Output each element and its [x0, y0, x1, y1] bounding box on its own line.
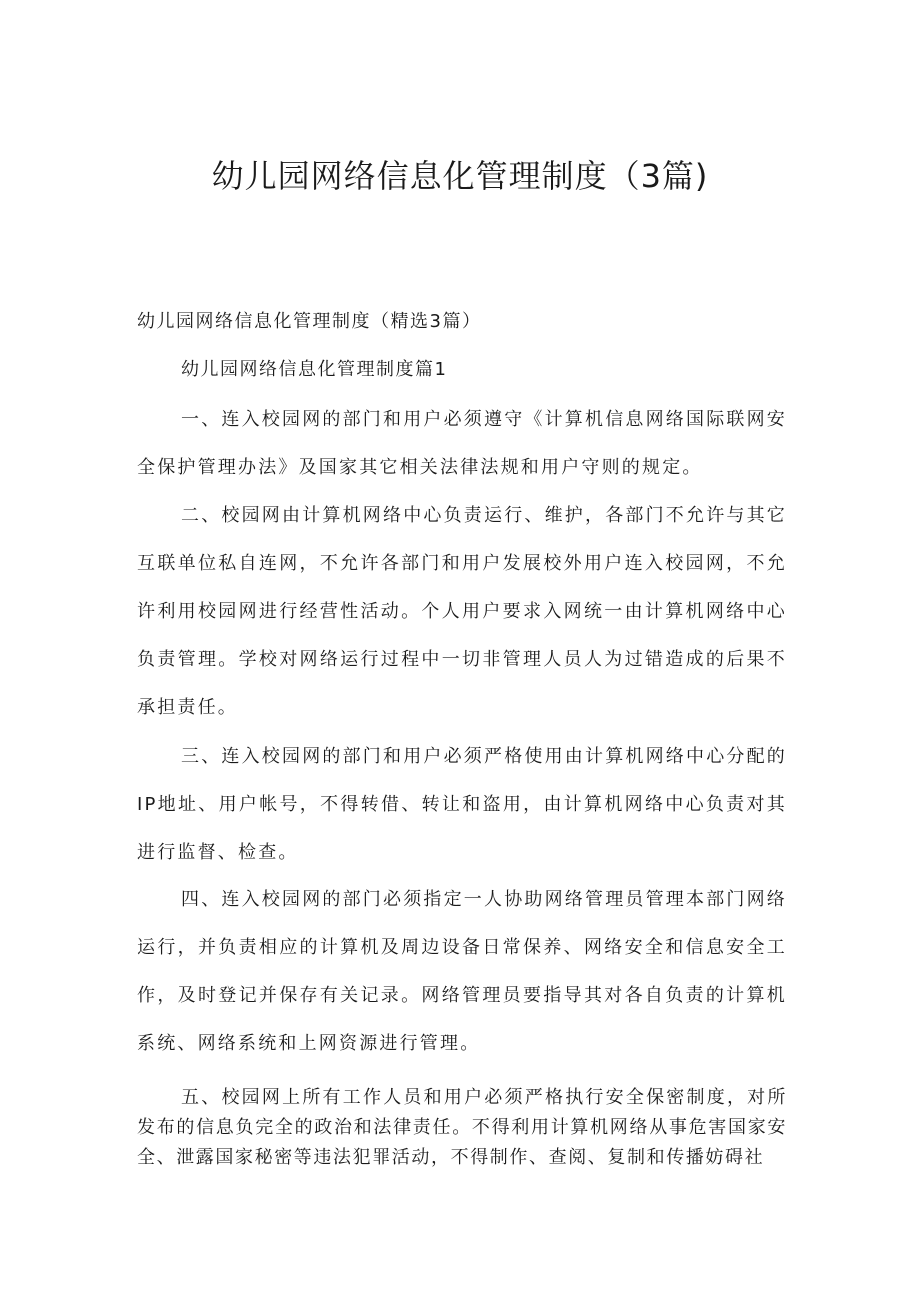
paragraph-4: 四、连入校园网的部门必须指定一人协助网络管理员管理本部门网络运行，并负责相应的计算机及周边设备日常保养、网络安全和信息安全工作，及时登记并保存有关记录。网络管理员要指导其对各自负责的计算机系统、网络系统和上网资源进行管理。 — [137, 889, 787, 1054]
paragraph-3: 三、连入校园网的部门和用户必须严格使用由计算机网络中心分配的IP地址、用户帐号，不得转借、转让和盗用，由计算机网络中心负责对其进行监督、检查。 — [137, 746, 787, 863]
document-subtitle: 幼儿园网络信息化管理制度（精选3篇） — [137, 311, 482, 332]
paragraph-2: 二、校园网由计算机网络中心负责运行、维护，各部门不允许与其它互联单位私自连网，不允许各部门和用户发展校外用户连入校园网，不允许利用校园网进行经营性活动。个人用户要求入网统一由计算机网络中心负责管理。学校对网络运行过程中一切非管理人员人为过错造成的后果不承担责任。 — [137, 505, 787, 718]
section-heading: 幼儿园网络信息化管理制度篇1 — [181, 359, 448, 380]
paragraph-5: 五、校园网上所有工作人员和用户必须严格执行安全保密制度，对所发布的信息负完全的政治和法律责任。不得利用计算机网络从事危害国家安全、泄露国家秘密等违法犯罪活动，不得制作、查阅、复制和传播妨碍社 — [137, 1087, 787, 1168]
document-title: 幼儿园网络信息化管理制度（3篇) — [211, 157, 709, 195]
paragraph-1: 一、连入校园网的部门和用户必须遵守《计算机信息网络国际联网安全保护管理办法》及国家其它相关法律法规和用户守则的规定。 — [137, 409, 787, 478]
